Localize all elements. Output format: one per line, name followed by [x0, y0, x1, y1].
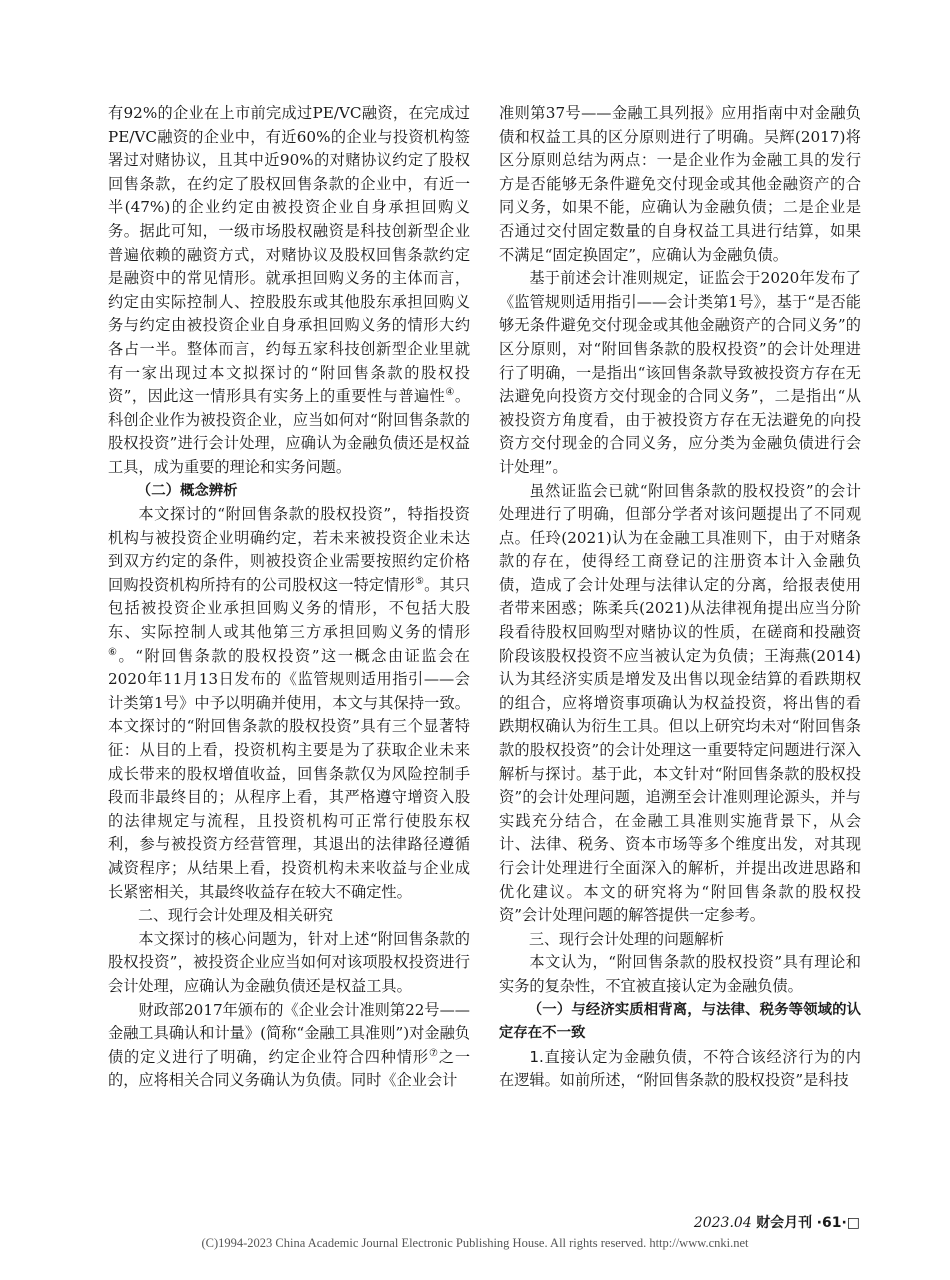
section-heading: 三、现行会计处理的问题解析: [529, 929, 725, 948]
right-column: [499, 102, 861, 1093]
page-footer: [694, 1212, 860, 1232]
footnote-marker[interactable]: ④: [445, 387, 455, 399]
footnote-marker[interactable]: ⑤: [414, 575, 425, 587]
paragraph: 财政部2017年颁布的《企业会计准则第22号——金融工具确认和计量》(简称“金融工具准则”)对金融负债的定义进行了明确，约定企业符合四种情形⑦之一的，应将相关合同义务确认为负债。同时《企业会计: [108, 1000, 470, 1090]
footnote-marker[interactable]: ⑥: [108, 646, 119, 658]
page-number: ·61·□: [816, 1215, 860, 1231]
journal-name: 财会月刊: [756, 1215, 813, 1231]
emphasized-lead: 1.直接认定为金融负债，不符合该经济行为的内在逻辑。: [499, 1047, 861, 1090]
paragraph: 1.直接认定为金融负债，不符合该经济行为的内在逻辑。如前所述，“附回售条款的股权投资”是科技: [499, 1047, 861, 1090]
issue-number: 2023.04: [693, 1215, 752, 1231]
paragraph: 本文探讨的核心问题为，针对上述“附回售条款的股权投资”，被投资企业应当如何对该项股权投资进行会计处理，应确认为金融负债还是权益工具。: [108, 929, 470, 995]
paragraph: 基于前述会计准则规定，证监会于2020年发布了《监管规则适用指引——会计类第1号》，基于“是否能够无条件避免交付现金或其他金融资产的合同义务”的区分原则，对“附回售条款的股权投资”的会计处理进行了明确，一是指出“该回售条款导致被投资方存在无法避免向投资方交付现金的合同义务”，二是指出“从被投资方角度看，由于被投资方存在无法避免的向投资方交付现金的合同义务，应分类为金融负债进行会计处理”。: [499, 269, 861, 476]
paragraph: 准则第37号——金融工具列报》应用指南中对金融负债和权益工具的区分原则进行了明确。吴辉(2017)将区分原则总结为两点：一是企业作为金融工具的发行方是否能够无条件避免交付现金或其他金融资产的合同义务，如果不能，应确认为金融负债；二是企业是否通过交付固定数量的自身权益工具进行结算，如果不满足“固定换固定”，应确认为金融负债。: [499, 104, 861, 264]
paragraph: 本文认为，“附回售条款的股权投资”具有理论和实务的复杂性，不宜被直接认定为金融负债。: [499, 953, 861, 995]
paragraph: 本文探讨的“附回售条款的股权投资”，特指投资机构与被投资企业明确约定，若未来被投资企业未达到双方约定的条件，则被投资企业需要按照约定价格回购投资机构所持有的公司股权这一特定情形⑤。其只包括被投资企业承担回购义务的情形，不包括大股东、实际控制人或其他第三方承担回购义务的情形⑥。“附回售条款的股权投资”这一概念由证监会在2020年11月13日发布的《监管规则适用指引——会计类第1号》中予以明确并使用，本文与其保持一致。本文探讨的“附回售条款的股权投资”具有三个显著特征：从目的上看，投资机构主要是为了获取企业未来成长带来的股权增值收益，回售条款仅为风险控制手段而非最终目的；从程序上看，其严格遵守增资入股的法律规定与流程，且投资机构可正常行使股东权利，参与被投资方经营管理，其退出的法律路径遵循减资程序；从结果上看，投资机构未来收益与企业成长紧密相关，其最终收益存在较大不确定性。: [108, 505, 471, 901]
left-column: [108, 102, 470, 1093]
section-heading: 二、现行会计处理及相关研究: [138, 906, 334, 925]
copyright-notice: (C)1994-2023 China Academic Journal Electronic Publishing House. All rights reserved. http://www.cnki.net: [201, 1236, 749, 1250]
subsection-heading: （一）与经济实质相背离，与法律、税务等领域的认定存在不一致: [499, 1001, 861, 1042]
subsection-heading: （二）概念辨析: [136, 482, 238, 499]
paragraph: 有92%的企业在上市前完成过PE/VC融资，在完成过PE/VC融资的企业中，有近60%的企业与投资机构签署过对赌协议，且其中近90%的对赌协议约定了股权回售条款，在约定了股权回售条款的企业中，有近一半(47%)的企业约定由被投资企业自身承担回购义务。据此可知，一级市场股权融资是科技创新型企业普遍依赖的融资方式，对赌协议及股权回售条款约定是融资中的常见情形。就承担回购义务的主体而言，约定由实际控制人、控股股东或其他股东承担回购义务与约定由被投资企业自身承担回购义务的情形大约各占一半。整体而言，约每五家科技创新型企业里就有一家出现过本文拟探讨的“附回售条款的股权投资”，因此这一情形具有实务上的重要性与普遍性④。科创企业作为被投资企业，应当如何对“附回售条款的股权投资”进行会计处理，应确认为金融负债还是权益工具，成为重要的理论和实务问题。: [108, 104, 470, 476]
paragraph: 虽然证监会已就“附回售条款的股权投资”的会计处理进行了明确，但部分学者对该问题提出了不同观点。任玲(2021)认为在金融工具准则下，由于对赌条款的存在，使得经工商登记的注册资本计入金融负债，造成了会计处理与法律认定的分离，给报表使用者带来困惑；陈柔兵(2021)从法律视角提出应当分阶段看待股权回购型对赌协议的性质，在磋商和投融资阶段该股权投资不应当被认定为负债；王海燕(2014)认为其经济实质是增发及出售以现金结算的看跌期权的组合，应将增资事项确认为权益投资，将出售的看跌期权确认为衍生工具。但以上研究均未对“附回售条款的股权投资”的会计处理这一重要特定问题进行深入解析与探讨。基于此，本文针对“附回售条款的股权投资”的会计处理问题，追溯至会计准则理论源头，并与实践充分结合，在金融工具准则实施背景下，从会计、法律、税务、资本市场等多个维度出发，对其现行会计处理进行全面深入的解析，并提出改进思路和优化建议。本文的研究将为“附回售条款的股权投资”会计处理问题的解答提供一定参考。: [499, 481, 861, 925]
footnote-marker[interactable]: ⑦: [428, 1047, 439, 1059]
